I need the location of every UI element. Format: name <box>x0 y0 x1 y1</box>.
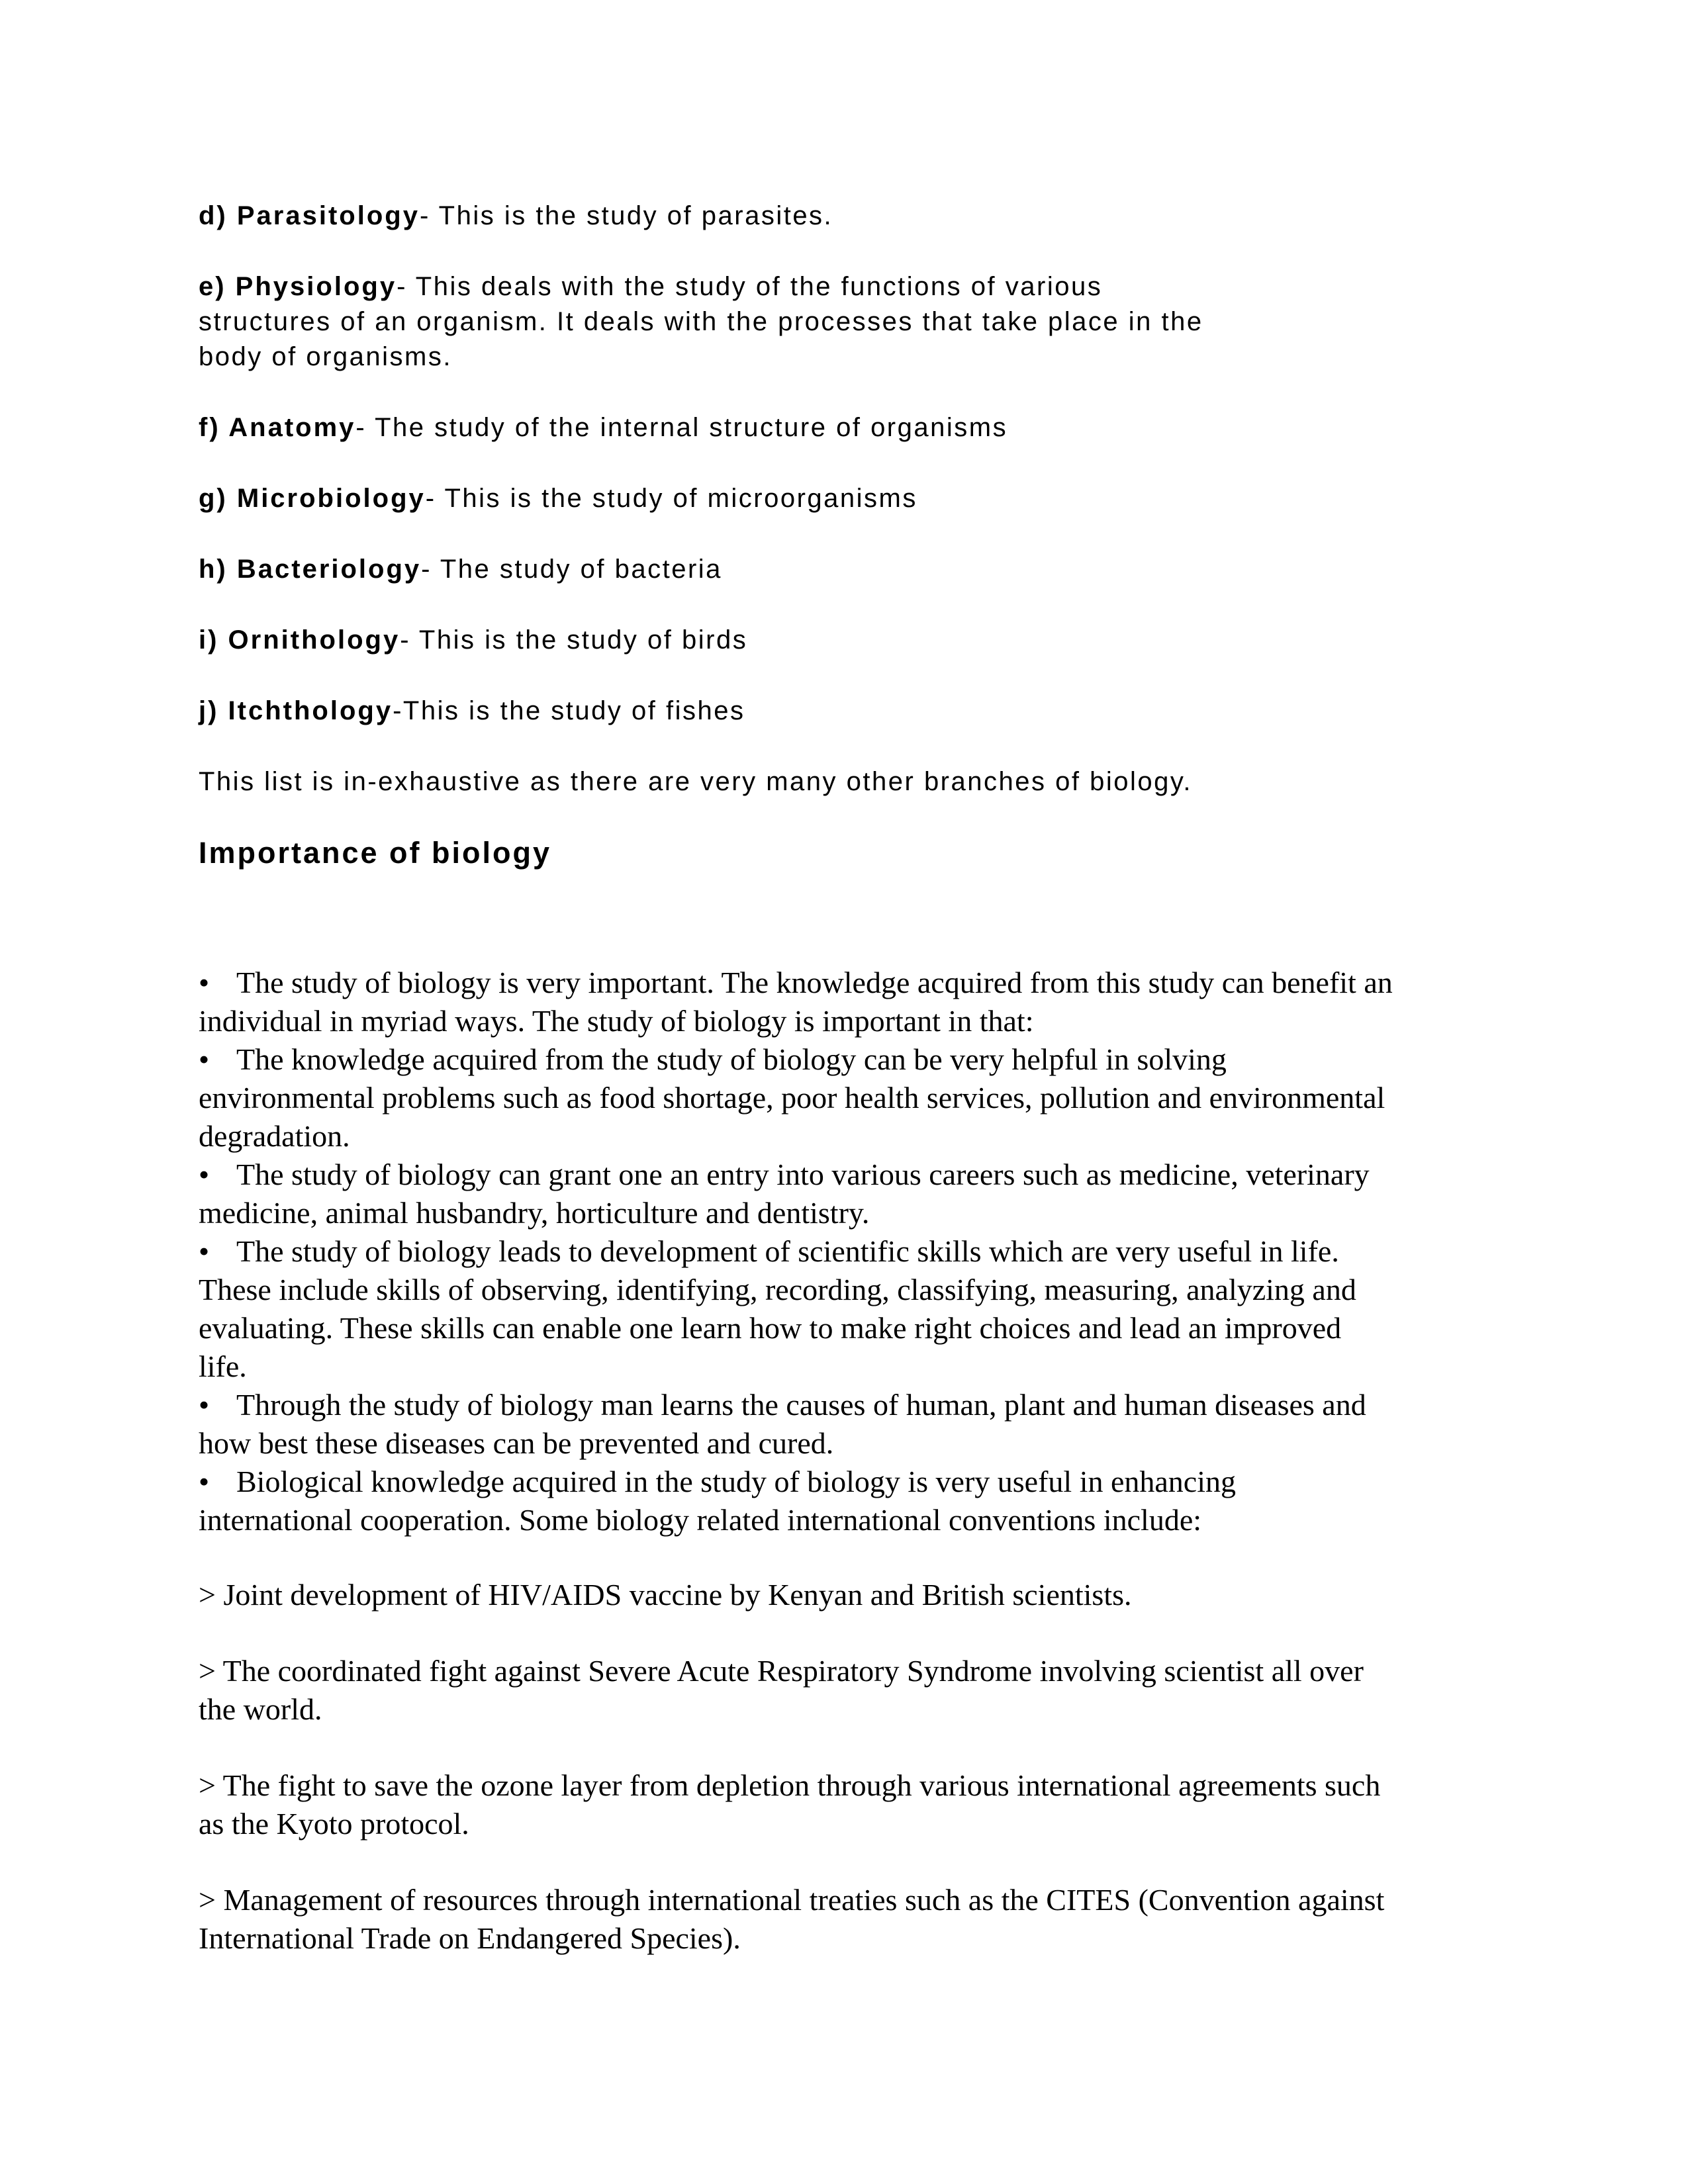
bullet-marker: • <box>199 1388 210 1422</box>
importance-heading: Importance of biology <box>199 836 552 870</box>
importance-bullet-item <box>199 964 1503 1040</box>
bullet-text-line: environmental problems such as food shortage, poor health services, pollution and environmental <box>199 1081 1385 1115</box>
conventions-section <box>199 1576 1503 1958</box>
convention-text-line: International Trade on Endangered Species). <box>199 1921 741 1955</box>
bullet-text-line: • The study of biology leads to development of scientific skills which are very useful in life. <box>199 1232 1503 1271</box>
branch-term: d) Parasitology <box>199 201 420 230</box>
convention-text-line: > Management of resources through international treaties such as the CITES (Convention against <box>199 1883 1385 1917</box>
bullet-text-line: medicine, animal husbandry, horticulture and dentistry. <box>199 1196 870 1230</box>
branch-definition-line: - The study of the internal structure of organisms <box>355 413 1008 442</box>
convention-item <box>199 1576 1503 1614</box>
bullet-text-line: individual in myriad ways. The study of biology is important in that: <box>199 1004 1034 1038</box>
convention-text-line: > Joint development of HIV/AIDS vaccine by Kenyan and British scientists. <box>199 1578 1132 1612</box>
convention-item <box>199 1652 1503 1729</box>
bullet-text-line: • Biological knowledge acquired in the study of biology is very useful in enhancing <box>199 1463 1503 1501</box>
branch-term: f) Anatomy <box>199 413 356 442</box>
convention-text-line: the world. <box>199 1692 322 1726</box>
branch-term: h) Bacteriology <box>199 555 422 584</box>
branch-definition-line: - This is the study of microorganisms <box>425 484 917 513</box>
branch-term: j) Itchthology <box>199 696 393 725</box>
convention-text-line: > The fight to save the ozone layer from depletion through various international agreements such <box>199 1768 1381 1802</box>
branch-term: i) Ornithology <box>199 625 400 655</box>
branch-paragraph <box>199 623 1503 658</box>
convention-item <box>199 1881 1503 1958</box>
branch-definition-line: - The study of bacteria <box>421 555 722 584</box>
bullet-marker: • <box>199 1234 210 1268</box>
bullet-marker: • <box>199 1042 210 1076</box>
importance-bullet-item <box>199 1040 1503 1156</box>
bullet-text-line: international cooperation. Some biology related international conventions include: <box>199 1503 1202 1537</box>
importance-bullet-item <box>199 1463 1503 1539</box>
branch-paragraph <box>199 481 1503 516</box>
convention-text-line: as the Kyoto protocol. <box>199 1807 469 1841</box>
branches-section <box>199 199 1503 729</box>
bullet-text-line: These include skills of observing, identifying, recording, classifying, measuring, analyzing and <box>199 1273 1356 1306</box>
branch-paragraph <box>199 694 1503 729</box>
branch-definition-line: - This deals with the study of the functions of various <box>397 272 1103 301</box>
branch-definition-line: -This is the study of fishes <box>393 696 745 725</box>
bullet-text-line: • The study of biology is very important. The knowledge acquired from this study can benefit an <box>199 964 1503 1002</box>
branch-definition-line: structures of an organism. It deals with the processes that take place in the <box>199 307 1203 336</box>
bullet-text-line: how best these diseases can be prevented and cured. <box>199 1426 834 1460</box>
branch-term: g) Microbiology <box>199 484 426 513</box>
branch-definition-line: - This is the study of birds <box>400 625 748 655</box>
note-paragraph: This list is in-exhaustive as there are very many other branches of biology. <box>199 767 1192 796</box>
importance-bullet-item <box>199 1386 1503 1463</box>
branch-definition-line: body of organisms. <box>199 342 452 371</box>
bullet-marker: • <box>199 966 210 999</box>
bullet-text-line: life. <box>199 1349 247 1383</box>
branch-paragraph <box>199 552 1503 587</box>
importance-bullet-item <box>199 1156 1503 1232</box>
branch-paragraph <box>199 269 1503 375</box>
branch-term: e) Physiology <box>199 272 397 301</box>
bullet-marker: • <box>199 1158 210 1191</box>
convention-text-line: > The coordinated fight against Severe Acute Respiratory Syndrome involving scientist all over <box>199 1654 1364 1688</box>
bullet-text-line: evaluating. These skills can enable one learn how to make right choices and lead an improved <box>199 1311 1342 1345</box>
branch-paragraph <box>199 410 1503 445</box>
bullet-text-line: degradation. <box>199 1119 350 1153</box>
branch-definition-line: - This is the study of parasites. <box>419 201 833 230</box>
branch-paragraph <box>199 199 1503 234</box>
bullet-text-line: • The study of biology can grant one an entry into various careers such as medicine, veterinary <box>199 1156 1503 1194</box>
bullet-text-line: • Through the study of biology man learns the causes of human, plant and human diseases and <box>199 1386 1503 1424</box>
importance-bullets-section <box>199 964 1503 1539</box>
convention-item <box>199 1766 1503 1843</box>
bullet-marker: • <box>199 1465 210 1498</box>
bullet-text-line: • The knowledge acquired from the study of biology can be very helpful in solving <box>199 1040 1503 1079</box>
importance-bullet-item <box>199 1232 1503 1386</box>
